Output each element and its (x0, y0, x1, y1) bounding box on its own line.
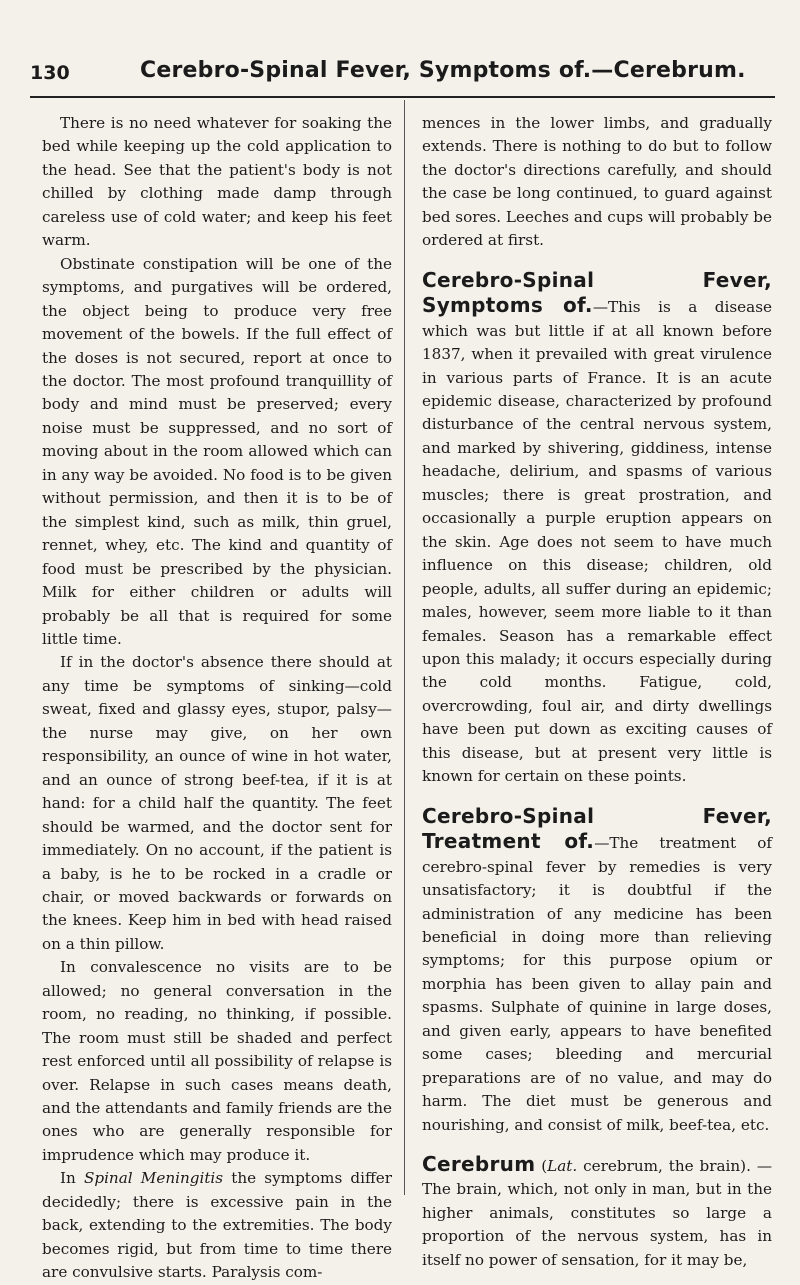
latin-abbrev: Lat. (547, 1157, 578, 1176)
italic-term: Spinal Meningitis (83, 1169, 224, 1188)
latin-open: ( (541, 1157, 548, 1176)
entry-heading: Cerebro-Spinal Fever, Treatment of. (422, 803, 772, 854)
column-divider (404, 100, 405, 1195)
entry-treatment (422, 805, 772, 1137)
page-number: 130 (30, 62, 70, 84)
entry-symptoms (422, 269, 772, 789)
entry-heading: Cerebrum (422, 1152, 536, 1177)
running-head: Cerebro-Spinal Fever, Symptoms of.—Cerebrum. (140, 58, 746, 83)
paragraph: mences in the lower limbs, and gradually extends. There is nothing to do but to follow the doctor's directions carefully, and should the case be long continued, to guard against bed sores. Leeches and cups will probably be ordered at first. (422, 114, 772, 250)
left-column (42, 112, 392, 1285)
paragraph: There is no need whatever for soaking the bed while keeping up the cold application to the head. See that the patient's body is not chilled by clothing made damp through careless use of cold water; and keep his feet warm. (42, 114, 392, 250)
entry-cerebrum (422, 1153, 772, 1272)
right-column (422, 112, 772, 1272)
paragraph: In convalescence no visits are to be allowed; no general conversation in the room, no reading, no thinking, if possible. The room must still be shaded and perfect rest enforced until all possibility of relapse is over. Relapse in such cases means death, and the attendants and family friends are the ones who are generally responsible for imprudence which may produce it. (42, 958, 392, 1164)
header-rule (30, 96, 775, 98)
entry-heading: Cerebro-Spinal Fever, Symptoms of. (422, 267, 772, 318)
entry-text: —The treatment of cerebro-spinal fever by remedies is very unsatisfactory; it is doubtful if the administration of any medicine has been beneficial in doing more than relieving symptoms; for this purpose opium or morphia has been given to allay pain and spasms. Sulphate of quinine in large doses, and given early, appears to have benefited some cases; bleeding and mercurial preparations are of no value, and may do harm. The diet must be generous and nourishing, and consist of milk, beef-tea, etc. (422, 834, 772, 1134)
entry-text: —This is a disease which was but little if at all known before 1837, when it prevailed with great virulence in various parts of France. It is an acute epidemic disease, characterized by profound disturbance of the central nervous system, and marked by shivering, giddiness, intense headache, delirium, and spasms of various muscles; there is great prostration, and occasionally a purple eruption appears on the skin. Age does not seem to have much influence on this disease; children, old people, adults, all suffer during an epidemic; males, however, seem more liable to it than females. Season has a remarkable effect upon this malady; it occurs especially during the cold months. Fatigue, cold, overcrowding, foul air, and dirty dwellings have been put down as exciting causes of this disease, but at present very little is known for certain on these points. (422, 298, 772, 786)
paragraph: Obstinate constipation will be one of the symptoms, and purgatives will be ordered, the object being to produce very free movement of the bowels. If the full effect of the doses is not secured, report at once to the doctor. The most profound tranquillity of body and mind must be preserved; every noise must be suppressed, and no sort of moving about in the room allowed which can in any way be avoided. No food is to be given without permission, and then it is to be of the simplest kind, such as milk, thin gruel, rennet, whey, etc. The kind and quantity of food must be prescribed by the physician. Milk for either children or adults will probably be all that is required for some little time. (42, 254, 392, 648)
paragraph: If in the doctor's absence there should at any time be symptoms of sinking—cold sweat, fixed and glassy eyes, stupor, palsy—the nurse may give, on her own responsibility, an ounce of wine in hot water, and an ounce of strong beef-tea, if it is at hand: for a child half the quantity. The feet should be warmed, and the doctor sent for immediately. On no account, if the patient is a baby, is he to be rocked in a cradle or chair, or moved backwards or forwards on the knees. Keep him in bed with head raised on a thin pillow. (42, 653, 392, 953)
entry-text: —The brain, which, not only in man, but in the higher animals, constitutes so large a proportion of the nervous system, has in itself no power of sensation, for it may be, (422, 1157, 773, 1269)
latin-gloss: cerebrum, the brain). (583, 1157, 751, 1176)
paragraph-text: the symptoms differ decidedly; there is excessive pain in the back, extending to the extremities. The body becomes rigid, but from time to time there are convulsive starts. Paralysis com- (42, 1169, 393, 1282)
paragraph-prefix: In (60, 1169, 76, 1188)
paragraph (42, 1167, 392, 1284)
